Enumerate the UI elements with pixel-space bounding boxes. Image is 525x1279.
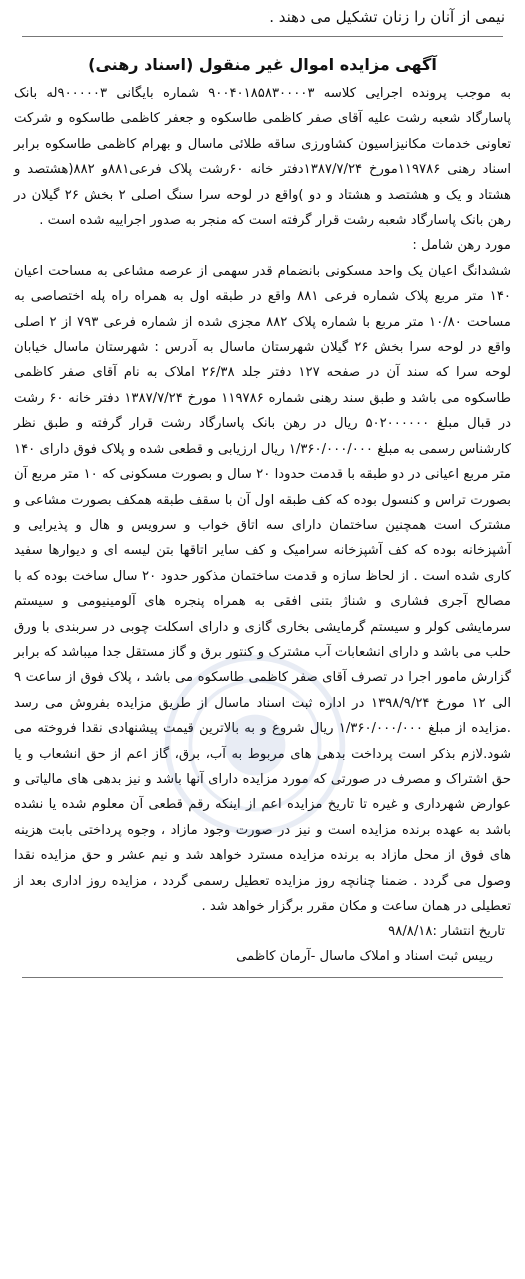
signature: رییس ثبت اسناد و املاک ماسال -آرمان کاظمی bbox=[236, 949, 493, 965]
notice-paragraph-subject: مورد رهن شامل : bbox=[412, 238, 511, 254]
notice-paragraph-details: ششدانگ اعیان یک واحد مسکونی بانضمام قدر سهمی از عرصه مشاعی به مساحت اعیان ۱۴۰ متر مربع پلاک شماره فرعی ۸۸۱ واقع در طبقه اول به همراه راه پله اختصاصی به مساحت ۱۰/۸۰ متر مربع با شماره پلاک ۸۸۲ مجزی شده از شماره فرعی ۷۹۳ از ۲ اصلی واقع در لوحه سرا بخش ۲۶ گیلان شهرستان ماسال به آدرس : شهرستان ماسال خیابان لوحه سرا که سند آن در صفحه ۱۲۷ دفتر جلد ۲۶/۳۸ املاک به نام آقای صفر کاظمی طاسکوه می باشد و طبق سند رهنی شماره ۱۱۹۷۸۶ مورخ ۱۳۸۷/۷/۲۴ دفتر خانه ۶۰ رشت در قبال مبلغ ۵۰۲۰۰۰۰۰۰ ریال در رهن بانک پاسارگاد رشت قرار گرفته و طبق نظر کارشناس رسمی به مبلغ ۱/۳۶۰/۰۰۰/۰۰۰ ریال ارزیابی و قطعی شده و پلاک فوق دارای ۱۴۰ متر مربع اعیانی در دو طبقه با قدمت حدودا ۲۰ سال و بصورت مسکونی که ۱۰ متر مربع آن بصورت تراس و کنسول بوده که کف طبقه اول آن با سقف طبقه همکف بصورت مشاعی و مشترک است همچنین ساختمان دارای سه اتاق خواب و سرویس و هال و پذیرایی و آشپزخانه بوده که کف آشپزخانه سرامیک و کف سایر اتاقها بتن لیسه ای و دیوارها سفید کاری شده است . از لحاظ سازه و قدمت ساختمان مذکور حدود ۲۰ سال ساخت بوده که با مصالح آجری فشاری و شناژ بتنی افقی به همراه پنجره های آلومینیومی و سیستم سرمایشی کولر و سیستم گرمایشی بخاری گازی و دارای اسکلت چوبی در سربندی با ورق حلب می باشد و دارای انشعابات آب مشترک و کنتور برق و گاز مستقل جدا میباشد که برابر گزارش مامور اجرا در تصرف آقای صفر کاظمی طاسکوه می باشد ، پلاک فوق از ساعت ۹ الی ۱۲ مورخ ۱۳۹۸/۹/۲۴ در اداره ثبت اسناد ماسال از طریق مزایده بفروش می رسد .مزایده از مبلغ ۱/۳۶۰/۰۰۰/۰۰۰ ریال شروع و به بالاترین قیمت پیشنهادی نقدا فروخته می شود.لازم بذکر است پرداخت بدهی های مربوط به آب، برق، گاز اعم از حق انشعاب و یا حق اشتراک و مصرف در صورتی که مورد مزایده دارای آنها باشد و نیز بدهی های مالیاتی و عوارض شهرداری و غیره تا تاریخ مزایده اعم از اینکه رقم قطعی آن معلوم شده یا نشده باشد به عهده برنده مزایده است و نیز در صورت وجود مازاد ، وجوه پرداختی بابت هزینه های فوق از محل مازاد به برنده مزایده مسترد خواهد شد و نیم عشر و حق مزایده نقدا وصول می گردد . ضمنا چنانچه روز مزایده تعطیل رسمی گردد ، مزایده روز اداری بعد از تعطیلی در همان ساعت و مکان مقرر برگزار خواهد شد . bbox=[14, 263, 512, 914]
notice-paragraph-intro: به موجب پرونده اجرایی کلاسه ۹۰۰۴۰۱۸۵۸۳۰۰۰۰۳ شماره بایگانی ۹۰۰۰۰۰۳له بانک پاسارگاد شعبه رشت علیه آقای صفر کاظمی طاسکوه و جعفر کاظمی طاسکوه و شرکت تعاونی خدمات مکانیزاسیون کشاورزی ساقه طلائی ماسال و بهرام کاظمی طاسکوه برابر اسناد رهنی ۱۱۹۷۸۶مورخ ۱۳۸۷/۷/۲۴دفتر خانه ۶۰رشت پلاک فرعی۸۸۱و ۸۸۲(هشتصد و هشتاد و یک و هشتصد و هشتاد و دو )واقع در لوحه سرا سنگ اصلی ۲ بخش ۲۶ گیلان در رهن بانک پاسارگاد شعبه رشت قرار گرفته است که منجر به صدور اجراییه شده است . bbox=[14, 86, 512, 229]
previous-article-tail: نیمی از آنان را زنان تشکیل می دهند . bbox=[269, 8, 505, 26]
notice-body bbox=[14, 81, 511, 919]
publish-date: تاریخ انتشار :۹۸/۸/۱۸ bbox=[388, 924, 505, 940]
bottom-divider bbox=[22, 977, 503, 978]
notice-title: آگهی مزایده اموال غیر منقول (اسناد رهنی) bbox=[88, 55, 437, 74]
top-divider bbox=[22, 36, 503, 37]
